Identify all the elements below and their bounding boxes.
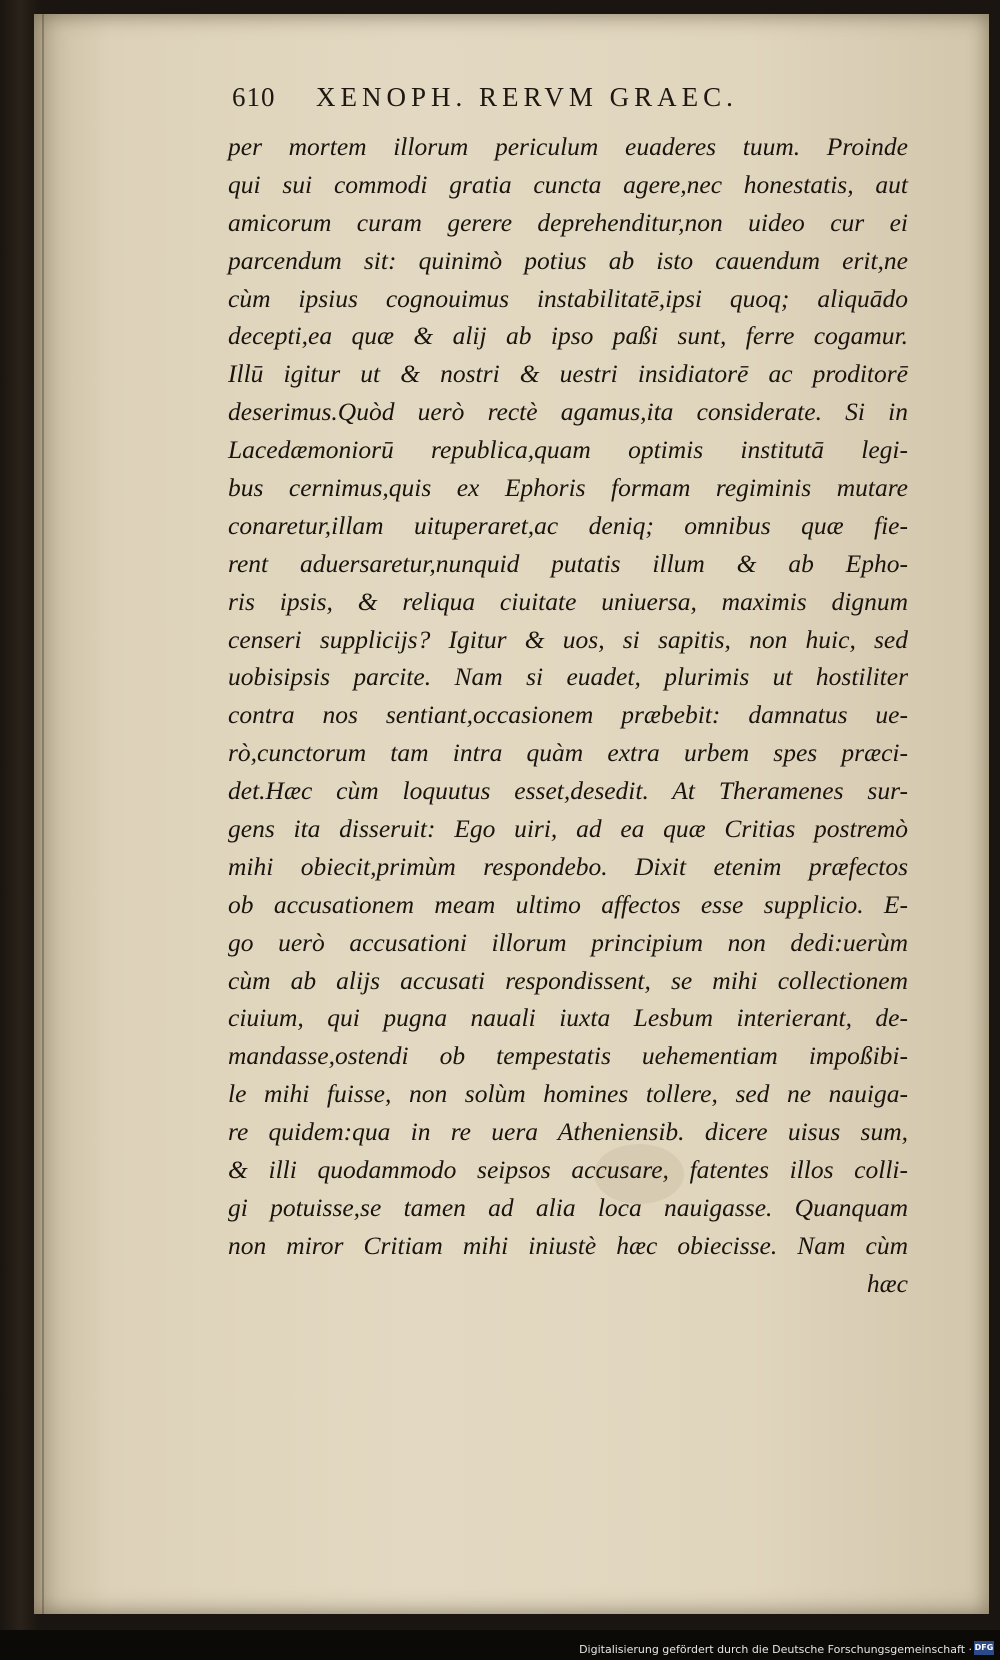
text-line: Lacedæmoniorū republica,quam optimis institutā legi- (228, 435, 908, 465)
text-line: rò,cunctorum tam intra quàm extra urbem spes præci- (228, 738, 908, 768)
text-line: conaretur,illam uituperaret,ac deniq; omnibus quæ fie- (228, 510, 908, 540)
funding-credit: Digitalisierung gefördert durch die Deutsche Forschungsgemeinschaft · (579, 1643, 972, 1656)
text-line: decepti,ea quæ & alij ab ipso paßi sunt, ferre cogamur. (228, 321, 908, 351)
text-line: mihi obiecit,primùm respondebo. Dixit etenim præfectos (228, 851, 908, 881)
text-line: cùm ipsius cognouimus instabilitatē,ipsi quoq; aliquādo (228, 283, 908, 313)
text-line: uobisipsis parcite. Nam si euadet, plurimis ut hostiliter (228, 662, 908, 692)
text-line: per mortem illorum periculum euaderes tuum. Proinde (228, 132, 908, 161)
text-line: go uerò accusationi illorum principium non dedi:uerùm (228, 927, 908, 957)
text-line: amicorum curam gerere deprehenditur,non uideo cur ei (228, 207, 908, 237)
text-line: censeri supplicijs? Igitur & uos, si sapitis, non huic, sed (228, 624, 908, 654)
catchword: hæc (866, 1268, 908, 1298)
text-line: & illi quodammodo seipsos accusare, fatentes illos colli- (228, 1155, 908, 1185)
text-line: gens ita disseruit: Ego uiri, ad ea quæ Critias postremò (228, 814, 908, 844)
text-line: le mihi fuisse, non solùm homines tollere, sed ne nauiga- (228, 1079, 908, 1109)
text-line: Illū igitur ut & nostri & uestri insidiatorē ac proditorē (228, 359, 908, 389)
text-line: bus cernimus,quis ex Ephoris formam regiminis mutare (228, 473, 908, 503)
text-line: det.Hæc cùm loquutus esset,desedit. At Theramenes sur- (228, 776, 908, 806)
text-line: mandasse,ostendi ob tempestatis uehementiam impoßibi- (228, 1041, 908, 1071)
text-line: contra nos sentiant,occasionem præbebit: damnatus ue- (228, 700, 908, 730)
text-line: ob accusationem meam ultimo affectos esse supplicio. E- (228, 889, 908, 919)
text-line: qui sui commodi gratia cuncta agere,nec honestatis, aut (228, 169, 908, 199)
text-line: cùm ab alijs accusati respondissent, se mihi collectionem (228, 965, 908, 995)
text-line: non miror Critiam mihi iniustè hæc obiecisse. Nam cùm (228, 1230, 908, 1260)
page-gutter (42, 14, 44, 1614)
text-line: deserimus.Quòd uerò rectè agamus,ita considerate. Si in (228, 397, 908, 427)
body-text (228, 128, 908, 1303)
running-title: XENOPH. RERVM GRAEC. (316, 82, 738, 112)
text-line: gi potuisse,se tamen ad alia loca nauigasse. Quanquam (228, 1192, 908, 1222)
text-line: parcendum sit: quinimò potius ab isto cauendum erit,ne (228, 245, 908, 275)
text-line: re quidem:qua in re uera Atheniensib. dicere uisus sum, (228, 1117, 908, 1147)
text-line: ciuium, qui pugna nauali iuxta Lesbum interierant, de- (228, 1003, 908, 1033)
text-line: ris ipsis, & reliqua ciuitate uniuersa, maximis dignum (228, 586, 908, 616)
dfg-logo: DFG (974, 1641, 994, 1655)
page-header (232, 78, 872, 118)
page-number: 610 (232, 82, 276, 112)
text-line: rent aduersaretur,nunquid putatis illum & ab Epho- (228, 548, 908, 578)
